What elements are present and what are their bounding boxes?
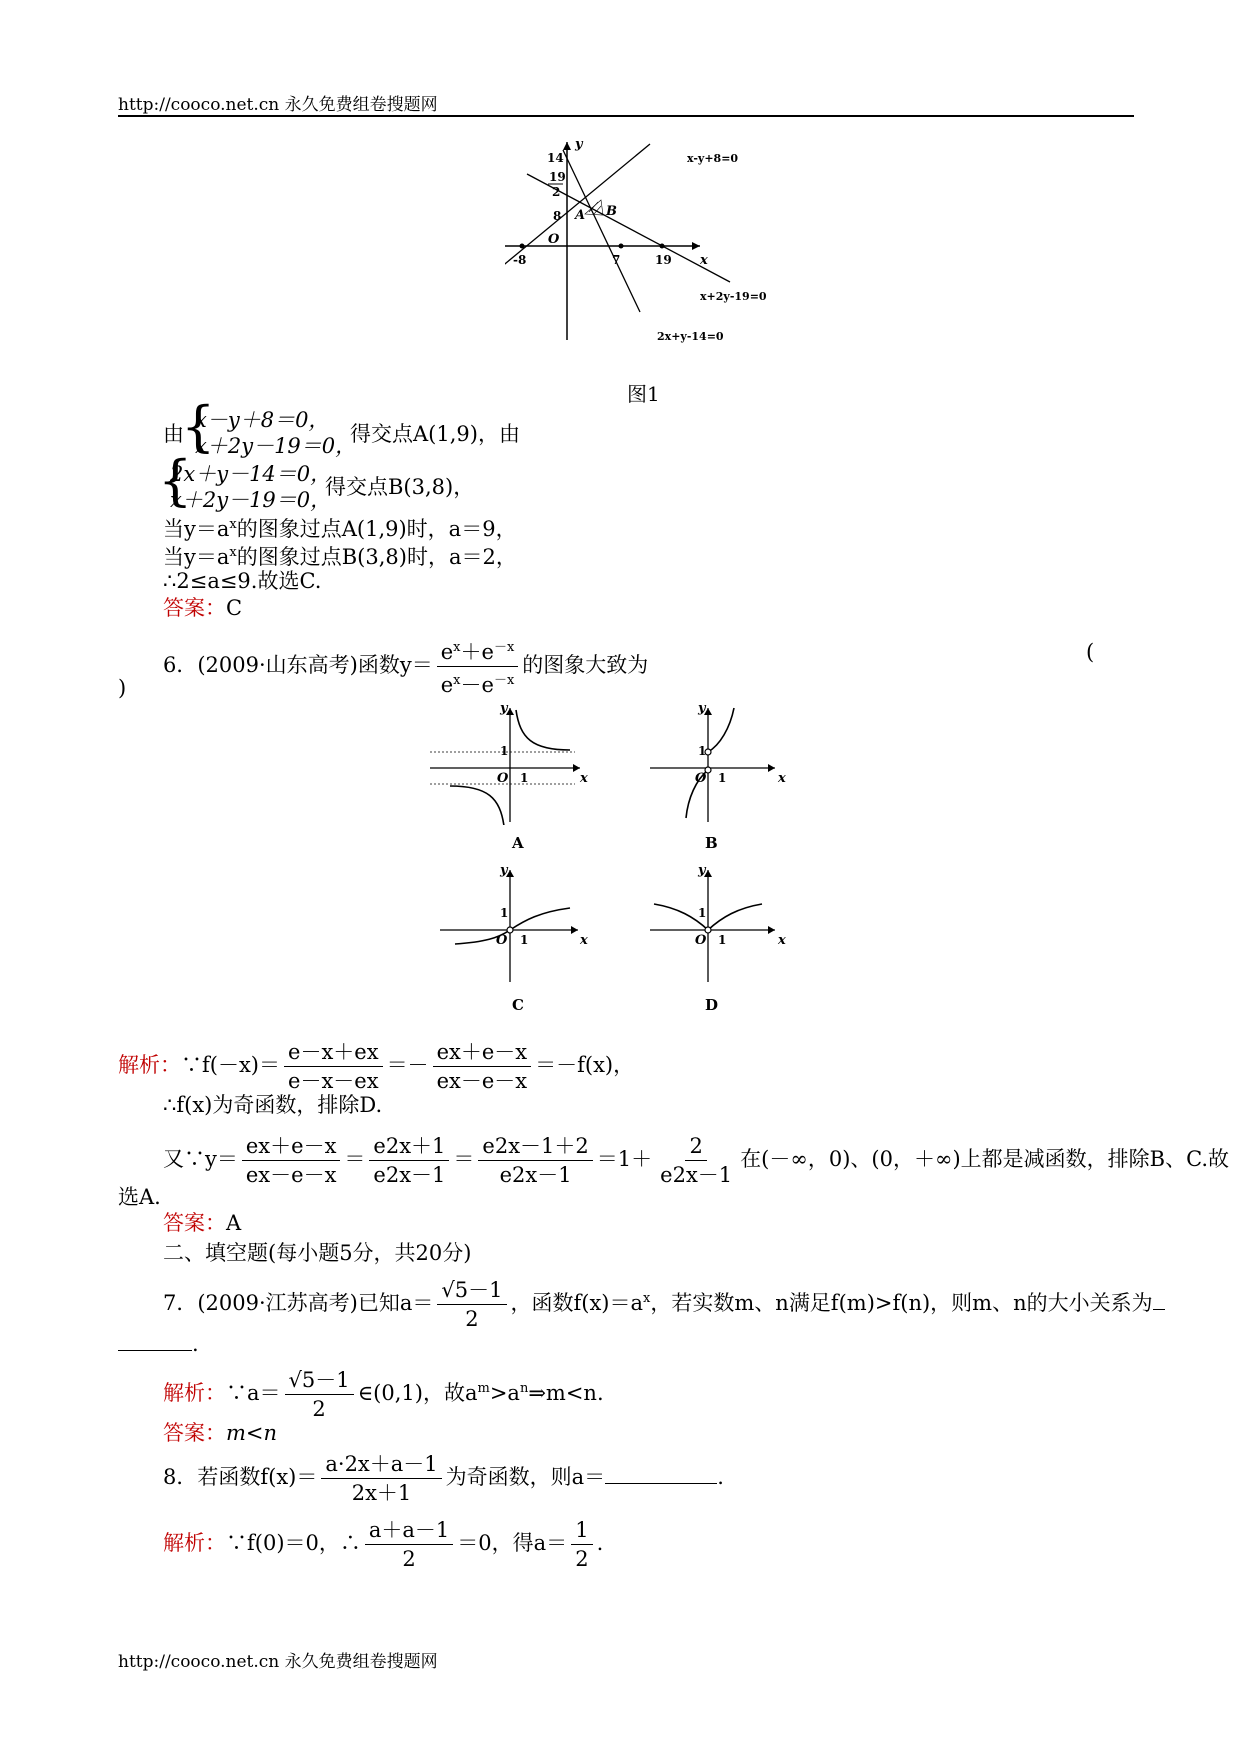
q6-label-d: D — [705, 996, 719, 1014]
fig1-tick-2: 2 — [552, 185, 561, 199]
sol5-brace2: { — [158, 449, 193, 512]
svg-text:O: O — [695, 771, 707, 786]
fig1-y-label: y — [575, 140, 583, 152]
fig1-line-x-y+8 — [505, 144, 650, 268]
sol6-answer: 答案：A — [163, 1211, 242, 1235]
svg-text:x: x — [778, 771, 786, 786]
fig1-line3-label: 2x+y-14=0 — [657, 330, 724, 343]
sol5-line2: 当$y=a^x$的图象过点B(3,8)时，a＝2， — [163, 545, 517, 569]
svg-text:y: y — [500, 701, 508, 716]
q7-blank-line: . — [118, 1332, 199, 1356]
svg-text:O: O — [695, 933, 707, 948]
page-footer: http://cooco.net.cn 永久免费组卷搜题网 — [118, 1652, 438, 1672]
svg-text:1: 1 — [520, 771, 529, 785]
fig1-x-label: x — [700, 253, 708, 268]
sol6-line2: ∴f(x)为奇函数，排除D. — [163, 1093, 383, 1117]
sol5-sys1-a: x－y＋8＝0， — [195, 408, 330, 432]
fig1-tick-14: 14 — [547, 151, 564, 165]
sol6-line4: 选A. — [118, 1185, 161, 1209]
sol5-brace1: { — [181, 395, 216, 458]
q6-graph-d — [630, 862, 790, 987]
section-2-title: 二、填空题(每小题5分，共20分) — [163, 1241, 472, 1265]
figure-1 — [505, 140, 805, 350]
sol5-get-a: 得交点A(1,9)，由 — [350, 422, 520, 446]
svg-text:1: 1 — [698, 744, 707, 758]
fig1-origin: O — [548, 232, 560, 247]
sol5-line1: 当$y=a^x$的图象过点A(1,9)时，a＝9， — [163, 517, 517, 541]
svg-text:y: y — [698, 701, 706, 716]
header-rule — [118, 115, 1134, 117]
fig1-point-19 — [660, 244, 665, 249]
fig1-tick-8: 8 — [553, 209, 562, 223]
svg-text:y: y — [698, 863, 706, 878]
svg-text:O: O — [496, 933, 508, 948]
q6-fraction: $\frac{e^x+e^{-x}}{e^x-e^{-x}}$ — [437, 636, 519, 697]
q6-graph-c — [430, 862, 590, 987]
svg-text:1: 1 — [500, 744, 509, 758]
q6-label-a: A — [512, 834, 524, 852]
fig1-tick-neg8: -8 — [513, 253, 527, 267]
fig1-point-a-label: A — [575, 208, 586, 223]
svg-text:x: x — [580, 933, 588, 948]
fig1-line1-label: x-y+8=0 — [687, 152, 739, 165]
fig1-tick-19x: 19 — [655, 253, 672, 267]
fig1-x-arrow — [692, 242, 700, 250]
svg-text:y: y — [500, 863, 508, 878]
q6-graph-a — [430, 700, 590, 825]
fig1-point-neg8 — [520, 244, 525, 249]
svg-text:1: 1 — [520, 933, 529, 947]
sol5-sys2-a: 2x＋y－14＝0， — [170, 462, 332, 486]
sol6-line1: 解析：∵f(－x)＝ $\frac{e-x+ex}{e-x-ex}$ ＝－ $\frac{ex+e-x}{ex-e-x}$ ＝－f(x)， — [118, 1040, 635, 1093]
q7-answer: 答案：m<n — [163, 1421, 278, 1445]
q7-stem: 7．(2009·江苏高考)已知a＝ $\frac{√5-1}{2}$ ，函数$f(x)=a^x$，若实数m、n满足f(m)>f(n)，则m、n的大小关系为 — [163, 1278, 1165, 1331]
q7-solution: 解析：∵a＝ $\frac{√5-1}{2}$ ∈(0,1)，故$a^m>a^n\Rightarrow m<n$. — [163, 1368, 604, 1421]
fig1-point-7 — [619, 244, 624, 249]
q6-graph-b — [630, 700, 790, 825]
q6-stem: 6．(2009·山东高考)函数y＝ $\frac{e^x+e^{-x}}{e^x-e^{-x}}$ 的图象大致为 — [163, 636, 648, 697]
q6-label-c: C — [512, 996, 524, 1014]
svg-text:1: 1 — [698, 906, 707, 920]
sol5-line3: ∴2≤a≤9.故选C. — [163, 569, 322, 593]
q6-paren-open: ( — [1086, 640, 1095, 664]
svg-text:1: 1 — [500, 906, 509, 920]
q8-solution: 解析：∵f(0)＝0，∴ $\frac{a+a-1}{2}$ ＝0，得a＝ $\frac{1}{2}$ . — [163, 1518, 604, 1571]
page-header: http://cooco.net.cn 永久免费组卷搜题网 — [118, 95, 438, 115]
fig1-tick-7: 7 — [612, 253, 621, 267]
sol5-you: 由 — [163, 422, 184, 446]
q6-label-b: B — [705, 834, 718, 852]
fig1-y-arrow — [563, 142, 571, 150]
svg-text:O: O — [497, 771, 509, 786]
sol5-get-b: 得交点B(3,8)， — [325, 475, 475, 499]
svg-text:x: x — [778, 933, 786, 948]
figure-1-caption: 图1 — [627, 382, 660, 406]
q6-paren-close: ) — [118, 676, 127, 700]
fig1-line-2x+y-14 — [563, 150, 640, 312]
sol5-answer: 答案：C — [163, 596, 243, 620]
fig1-point-b-label: B — [606, 204, 617, 219]
svg-text:1: 1 — [718, 771, 727, 785]
sol5-sys2-b: x＋2y－19＝0， — [170, 488, 332, 512]
svg-text:1: 1 — [718, 933, 727, 947]
sol5-sys1-b: x＋2y－19＝0， — [195, 434, 357, 458]
q8-stem: 8．若函数f(x)＝ $\frac{a\cdot 2x+a-1}{2x+1}$ 为奇函数，则a＝ . — [163, 1452, 724, 1505]
fig1-line2-label: x+2y-19=0 — [700, 290, 767, 303]
fig1-tick-19: 19 — [549, 170, 566, 184]
svg-text:x: x — [580, 771, 588, 786]
sol6-line3: 又∵y＝ $\frac{ex+e-x}{ex-e-x}$ ＝ $\frac{e2x+1}{e2x-1}$ ＝ $\frac{e2x-1+2}{e2x-1}$ ＝1＋ $\frac{2}{e2x-1}$ 在(－∞，0)、(0，＋∞)上都是减函数，排除B、C.故 — [163, 1134, 1230, 1187]
